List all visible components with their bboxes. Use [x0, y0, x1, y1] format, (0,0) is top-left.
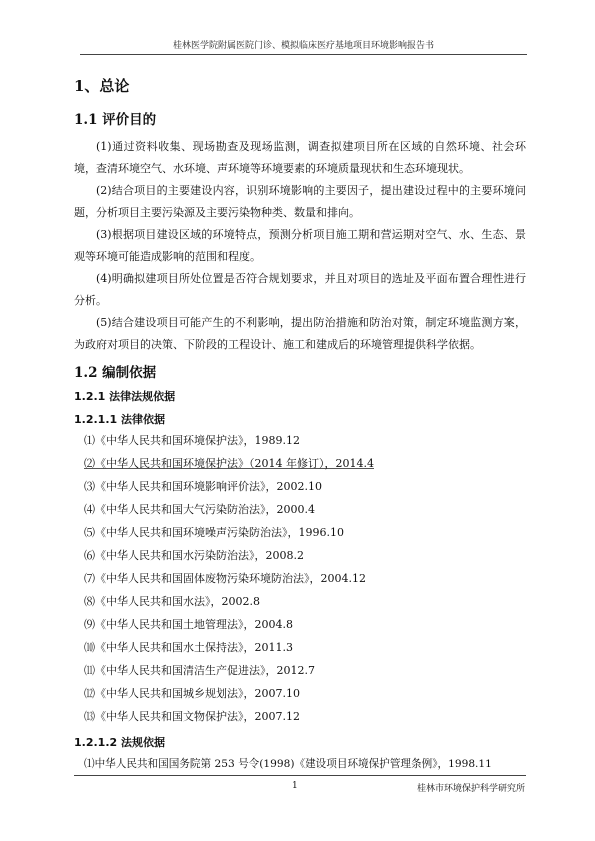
footer-organization: 桂林市环境保护科学研究所 — [416, 784, 525, 794]
heading-1-2-1: 1.2.1 法律法规依据 — [74, 390, 176, 403]
law-item: ⑼《中华人民共和国土地管理法》，2004.8 — [84, 618, 293, 631]
page-header: 桂林医学院附属医院门诊、模拟临床医疗基地项目环境影响报告书 — [80, 38, 527, 55]
law-item: ⑻《中华人民共和国水法》，2002.8 — [84, 595, 260, 608]
law-item: ⑾《中华人民共和国清洁生产促进法》，2012.7 — [84, 664, 315, 677]
law-item: ⑴《中华人民共和国环境保护法》，1989.12 — [84, 434, 300, 447]
law-item: ⑺《中华人民共和国固体废物污染环境防治法》，2004.12 — [84, 572, 366, 585]
paragraph-5: (5)结合建设项目可能产生的不利影响，提出防治措施和防治对策，制定环境监测方案，为政府对项目的决策、下阶段的工程设计、施工和建成后的环境管理提供科学依据。 — [74, 316, 526, 351]
footer-divider — [74, 775, 526, 776]
law-item: ⑷《中华人民共和国大气污染防治法》，2000.4 — [84, 503, 315, 516]
heading-1-1: 1.1 评价目的 — [74, 112, 157, 128]
regulation-item: ⑴中华人民共和国国务院第 253 号令(1998)《建设项目环境保护管理条例》，1998.11 — [84, 758, 492, 770]
paragraph-4: (4)明确拟建项目所处位置是否符合规划要求，并且对项目的选址及平面布置合理性进行分析。 — [74, 272, 526, 307]
law-item: ⑹《中华人民共和国水污染防治法》，2008.2 — [84, 549, 304, 562]
law-item: ⒀《中华人民共和国文物保护法》，2007.12 — [84, 710, 300, 723]
law-item: ⑸《中华人民共和国环境噪声污染防治法》，1996.10 — [84, 526, 344, 539]
heading-1-2: 1.2 编制依据 — [74, 365, 157, 381]
law-item: ⑽《中华人民共和国水土保持法》，2011.3 — [84, 641, 293, 654]
law-item: ⑿《中华人民共和国城乡规划法》，2007.10 — [84, 687, 300, 700]
law-item: ⑶《中华人民共和国环境影响评价法》，2002.10 — [84, 480, 322, 493]
paragraph-2: (2)结合项目的主要建设内容，识别环境影响的主要因子，提出建设过程中的主要环境问题，分析项目主要污染源及主要污染物种类、数量和排向。 — [74, 184, 526, 219]
paragraph-3: (3)根据项目建设区域的环境特点，预测分析项目施工期和营运期对空气、水、生态、景观等环境可能造成影响的范围和程度。 — [74, 228, 526, 263]
section-title: 1、总论 — [74, 77, 130, 95]
paragraph-1: (1)通过资料收集、现场勘查及现场监测，调查拟建项目所在区域的自然环境、社会环境，查清环境空气、水环境、声环境等环境要素的环境质量现状和生态环境现状。 — [74, 140, 526, 175]
heading-1-2-1-1: 1.2.1.1 法律依据 — [74, 413, 165, 426]
heading-1-2-1-2: 1.2.1.2 法规依据 — [74, 736, 165, 749]
page-number: 1 — [292, 781, 298, 791]
law-item: ⑵《中华人民共和国环境保护法》（2014 年修订），2014.4 — [84, 457, 374, 470]
